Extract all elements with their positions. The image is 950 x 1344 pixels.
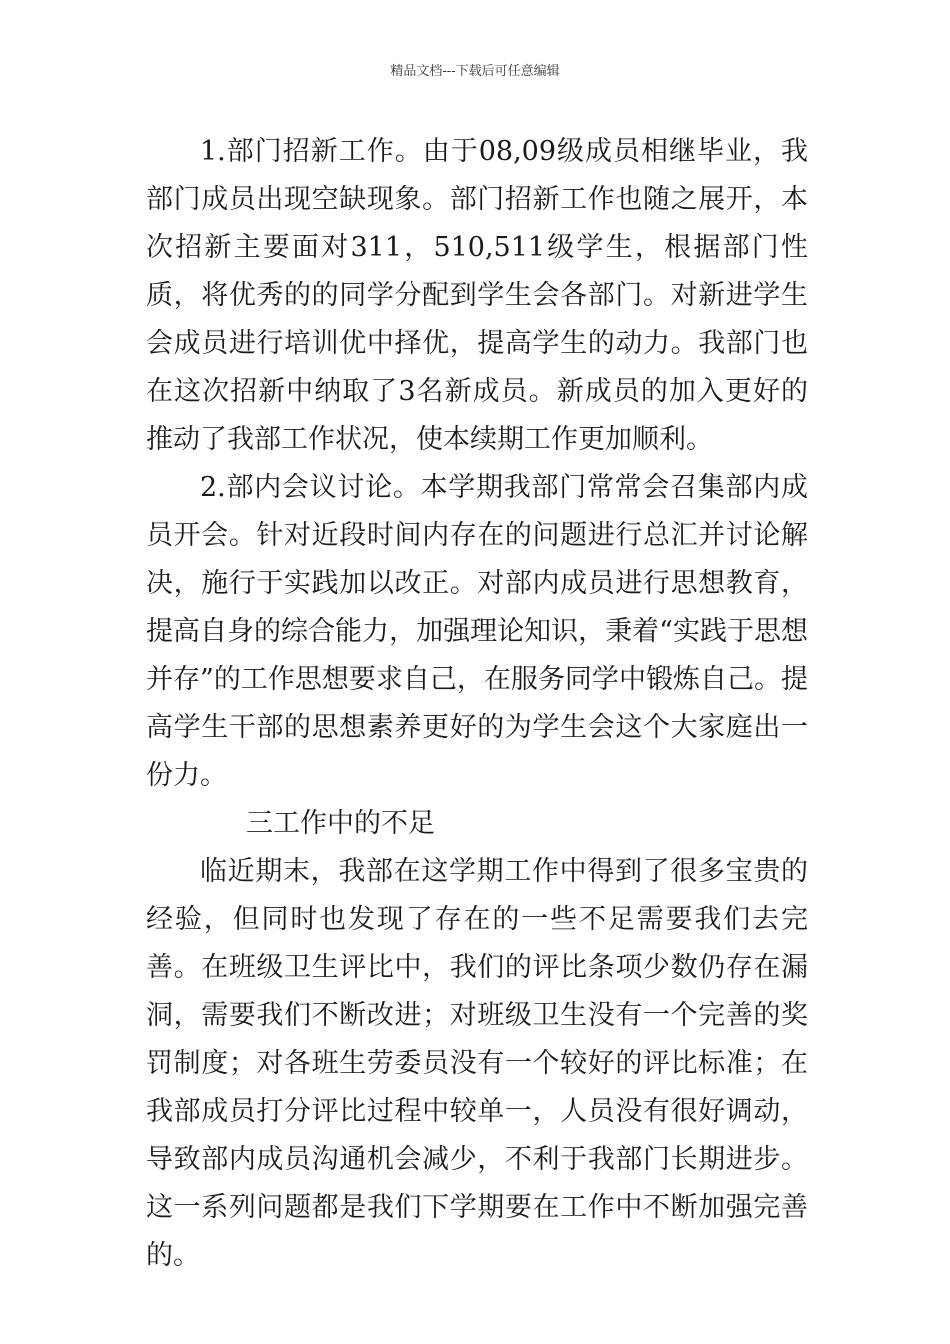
document-body (146, 128, 808, 1280)
page-header: 精品文档---下载后可任意编辑 (390, 64, 560, 79)
paragraph-shortcomings: 临近期末，我部在这学期工作中得到了很多宝贵的经验，但同时也发现了存在的一些不足需要我们去完善。在班级卫生评比中，我们的评比条项少数仍存在漏洞，需要我们不断改进；对班级卫生没有一个完善的奖罚制度；对各班生劳委员没有一个较好的评比标准；在我部成员打分评比过程中较单一，人员没有很好调动，导致部内成员沟通机会减少，不利于我部门长期进步。这一系列问题都是我们下学期要在工作中不断加强完善的。 (146, 856, 808, 1271)
section-heading-shortcomings: 三工作中的不足 (246, 808, 435, 839)
paragraph-recruitment: 1.部门招新工作。由于08,09级成员相继毕业，我部门成员出现空缺现象。部门招新工作也随之展开，本次招新主要面对311，510,511级学生，根据部门性质，将优秀的的同学分配到学生会各部门。对新进学生会成员进行培训优中择优，提高学生的动力。我部门也在这次招新中纳取了3名新成员。新成员的加入更好的推动了我部工作状况，使本续期工作更加顺利。 (146, 136, 808, 455)
paragraph-meeting: 2.部内会议讨论。本学期我部门常常会召集部内成员开会。针对近段时间内存在的问题进行总汇并讨论解决，施行于实践加以改正。对部内成员进行思想教育，提高自身的综合能力，加强理论知识，秉着“实践于思想并存”的工作思想要求自己，在服务同学中锻炼自己。提高学生干部的思想素养更好的为学生会这个大家庭出一份力。 (146, 472, 808, 791)
